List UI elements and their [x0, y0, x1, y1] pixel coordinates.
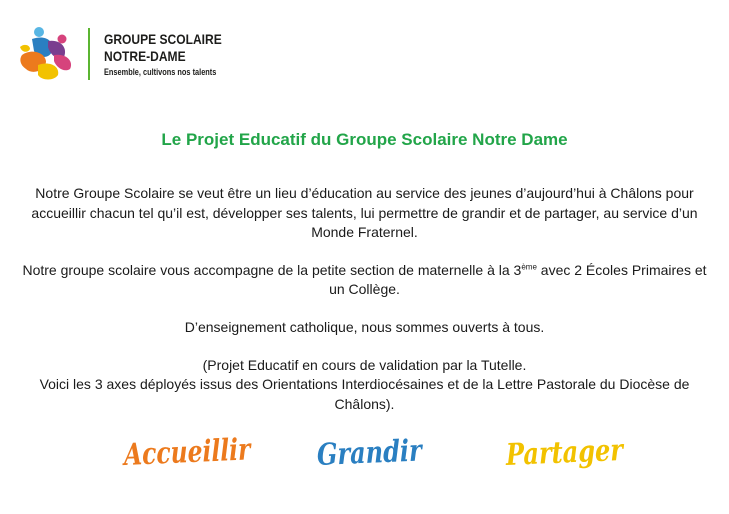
paragraph-intro: Notre Groupe Scolaire se veut être un lieu d’éducation au service des jeunes d’aujourd’hui à Châlons pour accueillir chacun tel qu’il est, développer ses talents, lui permettre de grandir et de partager, au service d’un Monde Fraternel. [31, 185, 698, 241]
page-title: Le Projet Educatif du Groupe Scolaire Notre Dame [161, 130, 568, 149]
logo-wordmark [104, 32, 241, 77]
paragraph-note-line-2: Voici les 3 axes déployés issus des Orientations Interdiocésaines et de la Lettre Pastorale du Diocèse de Châlons). [39, 376, 690, 412]
paragraph-levels [20, 261, 709, 300]
axis-accueillir: Accueillir [123, 432, 251, 473]
paragraph-catholic: D’enseignement catholique, nous sommes ouverts à tous. [184, 318, 545, 335]
paragraph-note-line-1: (Projet Educatif en cours de validation par la Tutelle. [202, 356, 527, 373]
educational-axes [0, 432, 729, 492]
logo-divider [88, 28, 90, 80]
school-logo-icon [18, 25, 76, 83]
site-header [18, 24, 241, 84]
logo-line-1: GROUPE SCOLAIRE [104, 30, 222, 47]
logo-tagline: Ensemble, cultivons nos talents [104, 66, 217, 77]
paragraph-note [20, 356, 709, 415]
superscript-eme: ème [521, 262, 537, 272]
paragraph-levels-text-end: avec 2 Écoles Primaires et un Collège. [329, 261, 707, 298]
body-content [20, 184, 709, 414]
axis-partager: Partager [505, 432, 624, 473]
logo-line-2: NOTRE-DAME [104, 47, 186, 64]
axis-grandir: Grandir [316, 433, 423, 473]
paragraph-levels-text: Notre groupe scolaire vous accompagne de la petite section de maternelle à la 3 [22, 261, 522, 278]
